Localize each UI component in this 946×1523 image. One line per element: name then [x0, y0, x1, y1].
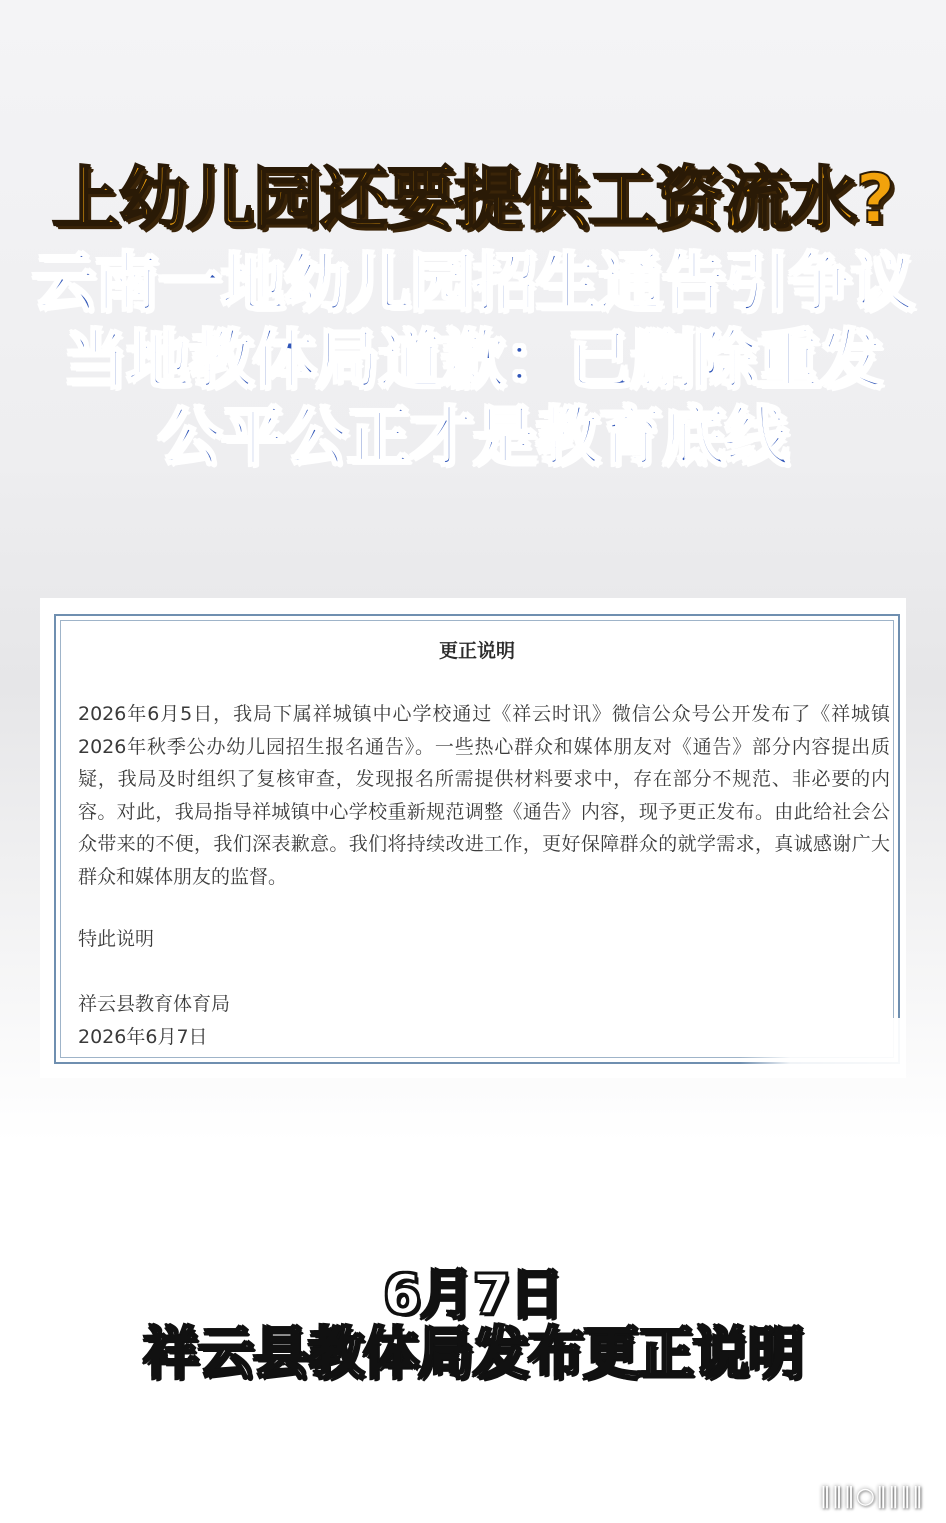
headline-line-4: 公平公正才是教育底线 — [158, 401, 788, 475]
notice-title: 更正说明 — [438, 640, 515, 662]
watermark: ‖‖‖○‖‖‖‖ — [819, 1484, 924, 1509]
notice-frame — [54, 614, 900, 1064]
notice-date: 2026年6月7日 — [78, 1025, 208, 1048]
caption-text: 祥云县教体局发布更正说明 — [143, 1322, 803, 1387]
notice-body: 2026年6月5日，我局下属祥城镇中心学校通过《祥云时讯》微信公众号公开发布了《祥城镇2026年秋季公办幼儿园招生报名通告》。一些热心群众和媒体朋友对《通告》部分内容提出质疑，我局及时组织了复核审查，发现报名所需提供材料要求中，存在部分不规范、非必要的内容。对此，我局指导祥城镇中心学校重新规范调整《通告》内容，现予更正发布。由此给社会公众带来的不便，我们深表歉意。我们将持续改进工作，更好保障群众的就学需求，真诚感谢广大群众和媒体朋友的监督。 — [78, 703, 890, 888]
notice-signature — [78, 988, 230, 1053]
notice-closing: 特此说明 — [78, 928, 155, 950]
headline-line-2: 云南一地幼儿园招生通告引争议 — [32, 247, 914, 321]
notice-signer: 祥云县教育体育局 — [78, 993, 231, 1015]
headline-line-3: 当地教体局道歉：已删除重发 — [63, 324, 883, 398]
blur-overlay — [740, 1018, 906, 1078]
notice-document — [40, 598, 906, 1078]
headline-line-1: 上幼儿园还要提供工资流水? — [51, 160, 895, 239]
caption-date: 6月7日 — [383, 1263, 563, 1326]
